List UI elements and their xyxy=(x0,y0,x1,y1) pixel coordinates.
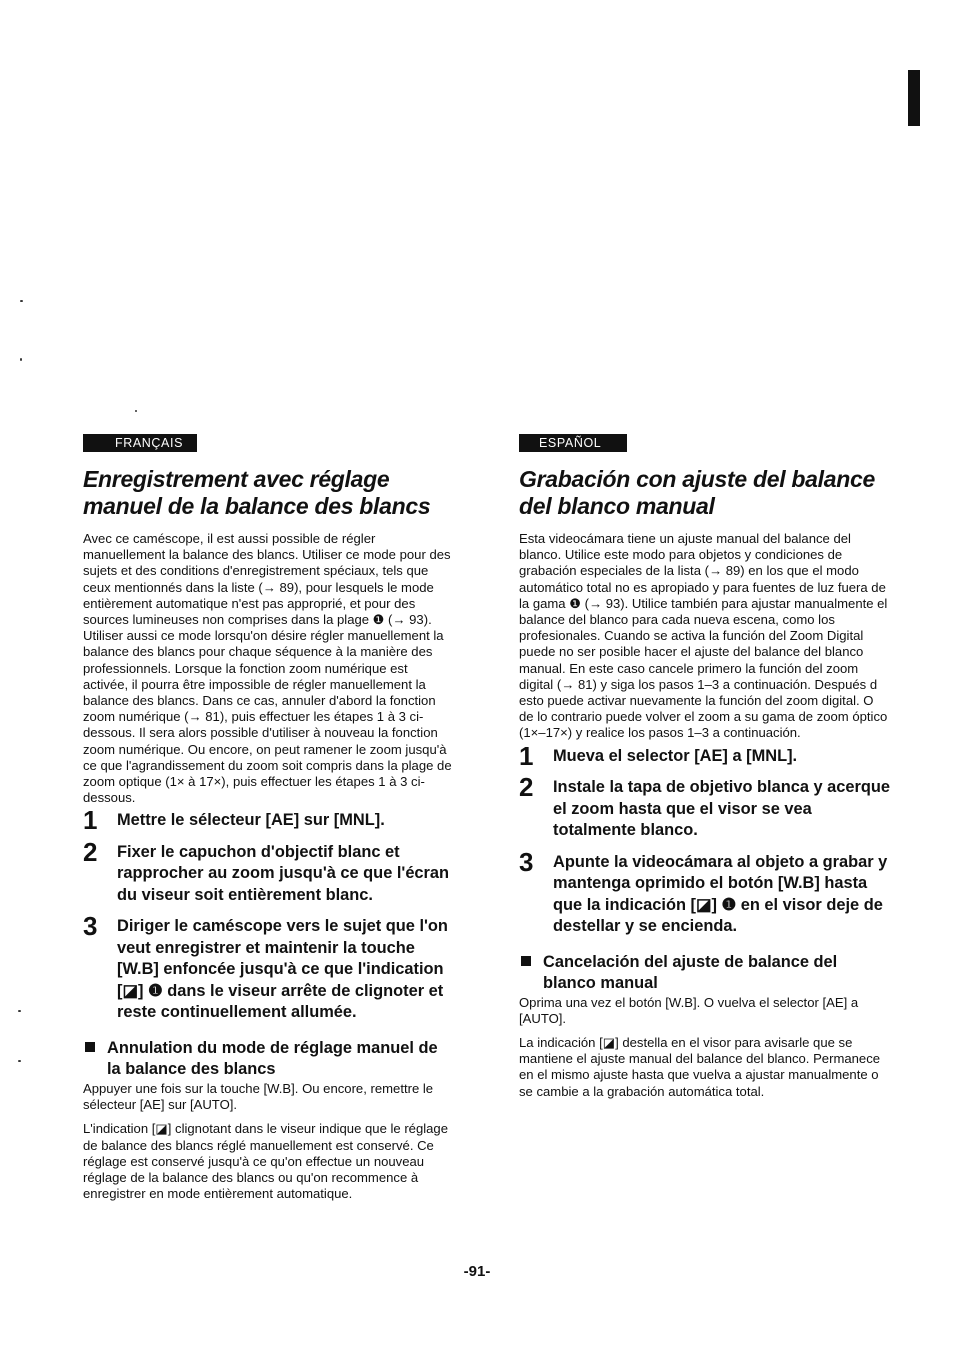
step-number: 3 xyxy=(519,846,534,877)
step-number: 2 xyxy=(519,772,534,803)
step-item xyxy=(83,805,453,836)
step-item xyxy=(83,911,453,1024)
square-bullet-icon xyxy=(85,1042,95,1052)
step-number: 1 xyxy=(83,805,98,836)
step-text: Instale la tapa de objetivo blanca y acerque el zoom hasta que el visor se vea totalmente blanco. xyxy=(553,778,891,840)
step-text: Mettre le sélecteur [AE] sur [MNL]. xyxy=(117,811,385,830)
scan-speck xyxy=(18,1060,21,1062)
cancel-heading-text: Annulation du mode de réglage manuel de la balance des blancs xyxy=(107,1038,438,1079)
language-tag: ESPAÑOL xyxy=(519,434,627,452)
step-number: 1 xyxy=(519,740,534,771)
step-list xyxy=(519,740,891,938)
step-item xyxy=(83,836,453,907)
step-item xyxy=(519,846,891,938)
spanish-column xyxy=(519,434,891,1100)
scan-speck xyxy=(20,300,23,302)
section-title: Enregistrement avec réglage manuel de la balance des blancs xyxy=(83,466,431,519)
step-text: Fixer le capuchon d'objectif blanc et rapprocher au zoom jusqu'à ce que l'écran du viseur soit entièrement blanc. xyxy=(117,842,450,904)
scan-speck xyxy=(20,358,22,361)
cancel-heading xyxy=(83,1038,453,1081)
language-tag: FRANÇAIS xyxy=(83,434,197,452)
page-number: -91- xyxy=(463,1263,491,1280)
step-item xyxy=(519,740,891,771)
intro-paragraph: Avec ce caméscope, il est aussi possible de régler manuellement la balance des blancs. Utiliser ce mode pour des sujets et des conditions d'enregistrement spéciaux, tels que ceux mentionnés dans la liste (→ 89), pour lesquels le mode entièrement automatique n'est pas approprié, et pour des sources lumineuses non comprises dans la plage ❶ (→ 93). Utiliser aussi ce mode lorsqu'on désire régler manuellement la balance des blancs pour chaque séquence à la manière des professionnels. Lorsque la fonction zoom numérique est activée, il pourra être impossible de régler manuellement la balance des blancs. Dans ce cas, annuler d'abord la fonction zoom numérique (→ 81), puis effectuer les étapes 1 à 3 ci-dessous. Il sera alors possible d'utiliser à nouveau la fonction zoom numérique. Ou encore, on peut ramener le zoom jusqu'à ce que l'agrandissement du zoom soit compris dans la plage de zoom optique (1× à 17×), puis effectuer les étapes 1 à 3 ci-dessous. xyxy=(83,531,452,806)
step-text: Diriger le caméscope vers le sujet que l'on veut enregistrer et maintenir la touche [W.B] enfoncée jusqu'à ce que l'indication [◪] ❶ dans le viseur arrête de clignoter et reste continuellement allumée. xyxy=(117,917,448,1022)
square-bullet-icon xyxy=(521,956,531,966)
cancel-paragraph: Appuyer une fois sur la touche [W.B]. Ou encore, remettre le sélecteur [AE] sur [AUTO]. xyxy=(83,1080,434,1113)
step-item xyxy=(519,772,891,842)
note-paragraph: L'indication [◪] clignotant dans le viseur indique que le réglage de balance des blancs réglé manuellement est conservé. Ce réglage est conservé jusqu'à ce qu'on effectue un nouveau réglage de la balance des blancs ou qu'on recommence à enregistrer en mode entièrement automatique. xyxy=(83,1121,449,1202)
note-paragraph: La indicación [◪] destella en el visor para avisarle que se mantiene el ajuste manual del balance del blanco. Permanece en el mismo ajuste hasta que vuelva a ajustar manualmente o se cambie a la grabación automática total. xyxy=(519,1035,881,1099)
step-number: 3 xyxy=(83,911,98,942)
section-title: Grabación con ajuste del balance del blanco manual xyxy=(519,466,875,519)
cancel-heading xyxy=(519,952,891,995)
scan-speck xyxy=(135,410,137,412)
intro-paragraph: Esta videocámara tiene un ajuste manual del balance del blanco. Utilice este modo para objetos y condiciones de grabación especiales de la lista (→ 89) en los que el modo automático total no es apropiado y para fuentes de luz fuera de la gama ❶ (→ 93). Utilice también para ajustar manualmente el balance del blanco para cada nueva escena, como los profesionales. Cuando se activa la función del Zoom Digital puede no ser posible hacer el ajuste del balance del blanco manual. En este caso cancele primero la función del zoom digital (→ 81) y siga los pasos 1–3 a continuación. Después d esto puede activar nuevamente la función del zoom digital. O de lo contrario puede volver el zoom a su gama de zoom óptico (1×–17×) y realice los pasos 1–3 a continuación. xyxy=(519,531,888,741)
step-text: Apunte la videocámara al objeto a grabar y mantenga oprimido el botón [W.B] hasta que la indicación [◪] ❶ en el visor deje de destellar y se encienda. xyxy=(553,852,888,936)
cancel-heading-text: Cancelación del ajuste de balance del blanco manual xyxy=(543,952,838,993)
step-list xyxy=(83,805,453,1024)
french-column xyxy=(83,434,453,1202)
page-edge-marker xyxy=(908,70,920,126)
step-text: Mueva el selector [AE] a [MNL]. xyxy=(553,746,798,765)
cancel-paragraph: Oprima una vez el botón [W.B]. O vuelva el selector [AE] a [AUTO]. xyxy=(519,994,859,1026)
step-number: 2 xyxy=(83,836,98,867)
scan-speck xyxy=(18,1010,21,1012)
